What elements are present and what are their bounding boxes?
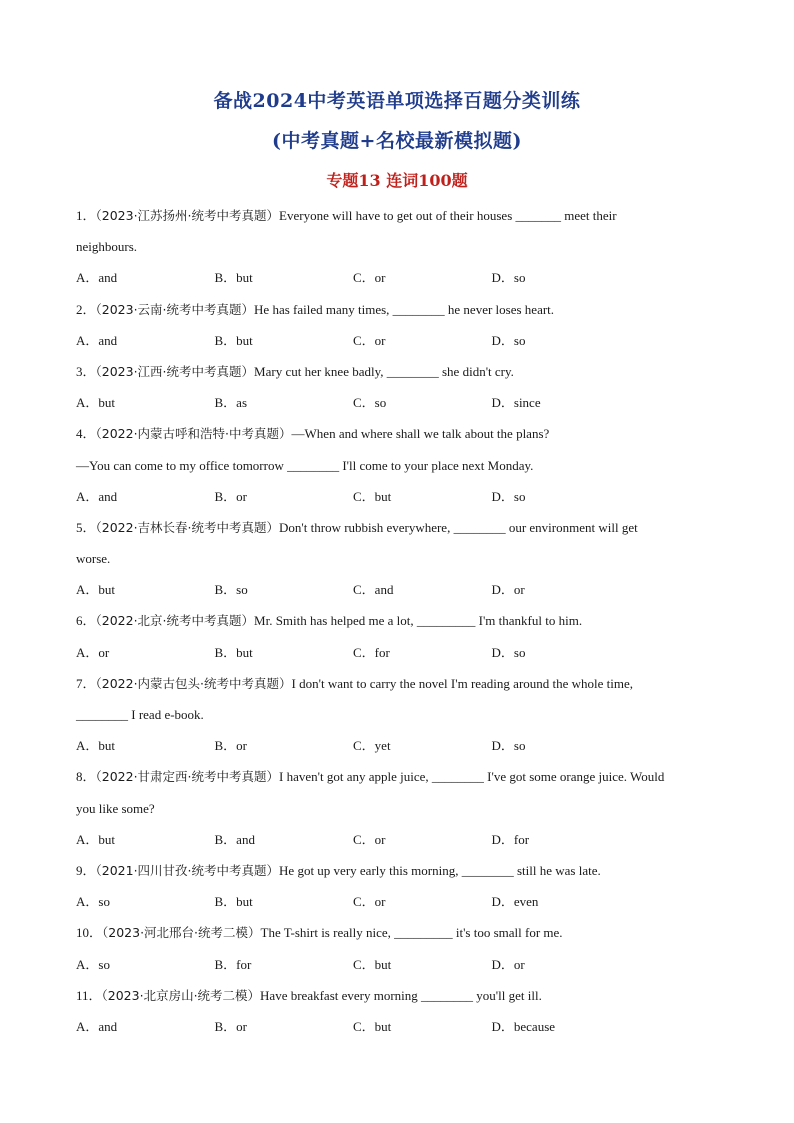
answer-option: D．so: [491, 270, 526, 286]
question-source: （2022·北京·统考中考真题）: [95, 613, 255, 629]
answer-option: C．or: [353, 270, 386, 286]
page-title-secondary: (中考真题+名校最新模拟题): [272, 130, 522, 152]
answer-option: B．so: [214, 582, 248, 598]
question-item: [76, 920, 726, 982]
question-text-continued: ________ I read e-book.: [76, 707, 204, 722]
answer-options: [76, 1014, 726, 1045]
answer-option: A．or: [76, 644, 110, 660]
answer-option: C．and: [353, 582, 394, 598]
answer-option: A．so: [76, 956, 110, 972]
question-number: 5．: [76, 519, 96, 535]
answer-option: B．for: [214, 956, 252, 972]
answer-option: B．but: [214, 894, 253, 910]
answer-option: A．and: [76, 332, 118, 348]
answer-option: A．but: [76, 738, 116, 754]
answer-option: B．as: [214, 395, 248, 411]
answer-option: C．or: [353, 831, 386, 847]
question-text-continued: you like some?: [76, 800, 155, 816]
answer-option: B．but: [214, 644, 253, 660]
answer-option: C．for: [353, 644, 390, 660]
answer-option: B．or: [214, 738, 248, 754]
answer-option: D．even: [491, 894, 539, 910]
question-item: [76, 671, 726, 765]
question-number: 4．: [76, 426, 96, 442]
answer-options: [76, 328, 726, 359]
answer-option: A．so: [76, 894, 110, 910]
question-source: （2023·江西·统考中考真题）: [95, 363, 255, 379]
question-source: （2022·吉林长春·统考中考真题）: [95, 519, 280, 535]
question-number: 9．: [76, 862, 96, 878]
answer-option: A．and: [76, 270, 118, 286]
question-stem: [76, 515, 726, 546]
question-text: The T-shirt is really nice, _________ it's too small for me.: [260, 925, 563, 941]
question-source: （2022·内蒙古包头·统考中考真题）: [95, 675, 292, 691]
question-text: He has failed many times, ________ he never loses heart.: [254, 301, 555, 317]
question-stem: [76, 359, 726, 390]
answer-option: D．so: [491, 488, 526, 504]
question-source: （2021·四川甘孜·统考中考真题）: [95, 862, 280, 878]
question-text: Mary cut her knee badly, ________ she didn't cry.: [254, 363, 514, 379]
question-item: [76, 203, 726, 297]
question-item: [76, 359, 726, 421]
answer-option: A．and: [76, 1018, 118, 1034]
question-text: Mr. Smith has helped me a lot, _________ I'm thankful to him.: [254, 613, 583, 629]
question-item: [76, 515, 726, 609]
question-stem: [76, 421, 726, 452]
answer-option: C．but: [353, 956, 392, 972]
answer-option: B．but: [214, 332, 253, 348]
question-stem: [76, 983, 726, 1014]
question-item: [76, 421, 726, 515]
answer-option: D．so: [491, 332, 526, 348]
answer-option: C．yet: [353, 738, 391, 754]
question-item: [76, 297, 726, 359]
answer-options: [76, 640, 726, 671]
answer-option: B．or: [214, 488, 248, 504]
question-list: [76, 203, 726, 1045]
topic-subtitle: 专题13 连词100题: [326, 171, 468, 190]
question-text-continued: neighbours.: [76, 239, 138, 255]
question-stem: [76, 608, 726, 639]
answer-option: A．but: [76, 395, 116, 411]
question-source: （2023·江苏扬州·统考中考真题）: [95, 208, 280, 223]
question-text: Don't throw rubbish everywhere, ________ our environment will get: [279, 519, 638, 535]
answer-option: A．but: [76, 582, 116, 598]
answer-options: [76, 265, 726, 296]
answer-options: [76, 733, 726, 764]
page-title: 备战2024中考英语单项选择百题分类训练: [213, 90, 581, 112]
question-text: Have breakfast every morning ________ you'll get ill.: [260, 987, 542, 1003]
question-number: 7．: [76, 675, 96, 691]
question-stem: [76, 297, 726, 328]
answer-options: [76, 390, 726, 421]
question-text: —When and where shall we talk about the plans?: [291, 426, 550, 442]
answer-options: [76, 827, 726, 858]
answer-option: A．and: [76, 488, 118, 504]
answer-option: D．since: [491, 395, 541, 411]
question-text: He got up very early this morning, ________ still he was late.: [279, 862, 601, 878]
answer-options: [76, 889, 726, 920]
question-number: 11．: [76, 987, 102, 1003]
question-text-continued: —You can come to my office tomorrow ________ I'll come to your place next Monday.: [76, 457, 534, 473]
answer-option: D．so: [491, 644, 526, 660]
question-item: [76, 858, 726, 920]
question-text: I haven't got any apple juice, ________ I've got some orange juice. Would: [279, 769, 665, 785]
question-item: [76, 608, 726, 670]
answer-option: D．because: [491, 1018, 556, 1034]
answer-option: C．so: [353, 395, 387, 411]
question-source: （2022·内蒙古呼和浩特·中考真题）: [95, 426, 292, 442]
answer-option: B．and: [214, 831, 255, 847]
question-source: （2023·北京房山·统考二模）: [101, 987, 261, 1003]
question-source: （2023·河北邢台·统考二模）: [102, 925, 261, 941]
answer-option: B．but: [214, 270, 253, 286]
answer-options: [76, 484, 726, 515]
question-text: Everyone will have to get out of their houses _______ meet their: [279, 208, 617, 223]
question-stem: [76, 764, 726, 795]
question-item: [76, 983, 726, 1045]
question-number: 6．: [76, 613, 96, 629]
question-source: （2023·云南·统考中考真题）: [95, 301, 255, 317]
question-item: [76, 764, 726, 858]
question-number: 1．: [76, 208, 96, 223]
answer-option: C．or: [353, 332, 386, 348]
answer-option: D．or: [491, 582, 525, 598]
answer-option: B．or: [214, 1018, 248, 1034]
answer-option: D．or: [491, 956, 525, 972]
question-stem: [76, 203, 726, 234]
answer-option: C．but: [353, 488, 392, 504]
answer-option: C．or: [353, 894, 386, 910]
question-number: 8．: [76, 769, 96, 785]
question-number: 2．: [76, 301, 96, 317]
question-stem: [76, 858, 726, 889]
answer-option: A．but: [76, 831, 116, 847]
answer-option: D．for: [491, 831, 530, 847]
answer-options: [76, 952, 726, 983]
answer-options: [76, 577, 726, 608]
question-text: I don't want to carry the novel I'm reading around the whole time,: [291, 675, 634, 691]
question-source: （2022·甘肃定西·统考中考真题）: [95, 769, 280, 785]
answer-option: C．but: [353, 1018, 392, 1034]
question-number: 10．: [76, 925, 103, 941]
question-stem: [76, 671, 726, 702]
question-number: 3．: [76, 363, 96, 379]
question-text-continued: worse.: [76, 551, 111, 567]
answer-option: D．so: [491, 738, 526, 754]
question-stem: [76, 920, 726, 951]
